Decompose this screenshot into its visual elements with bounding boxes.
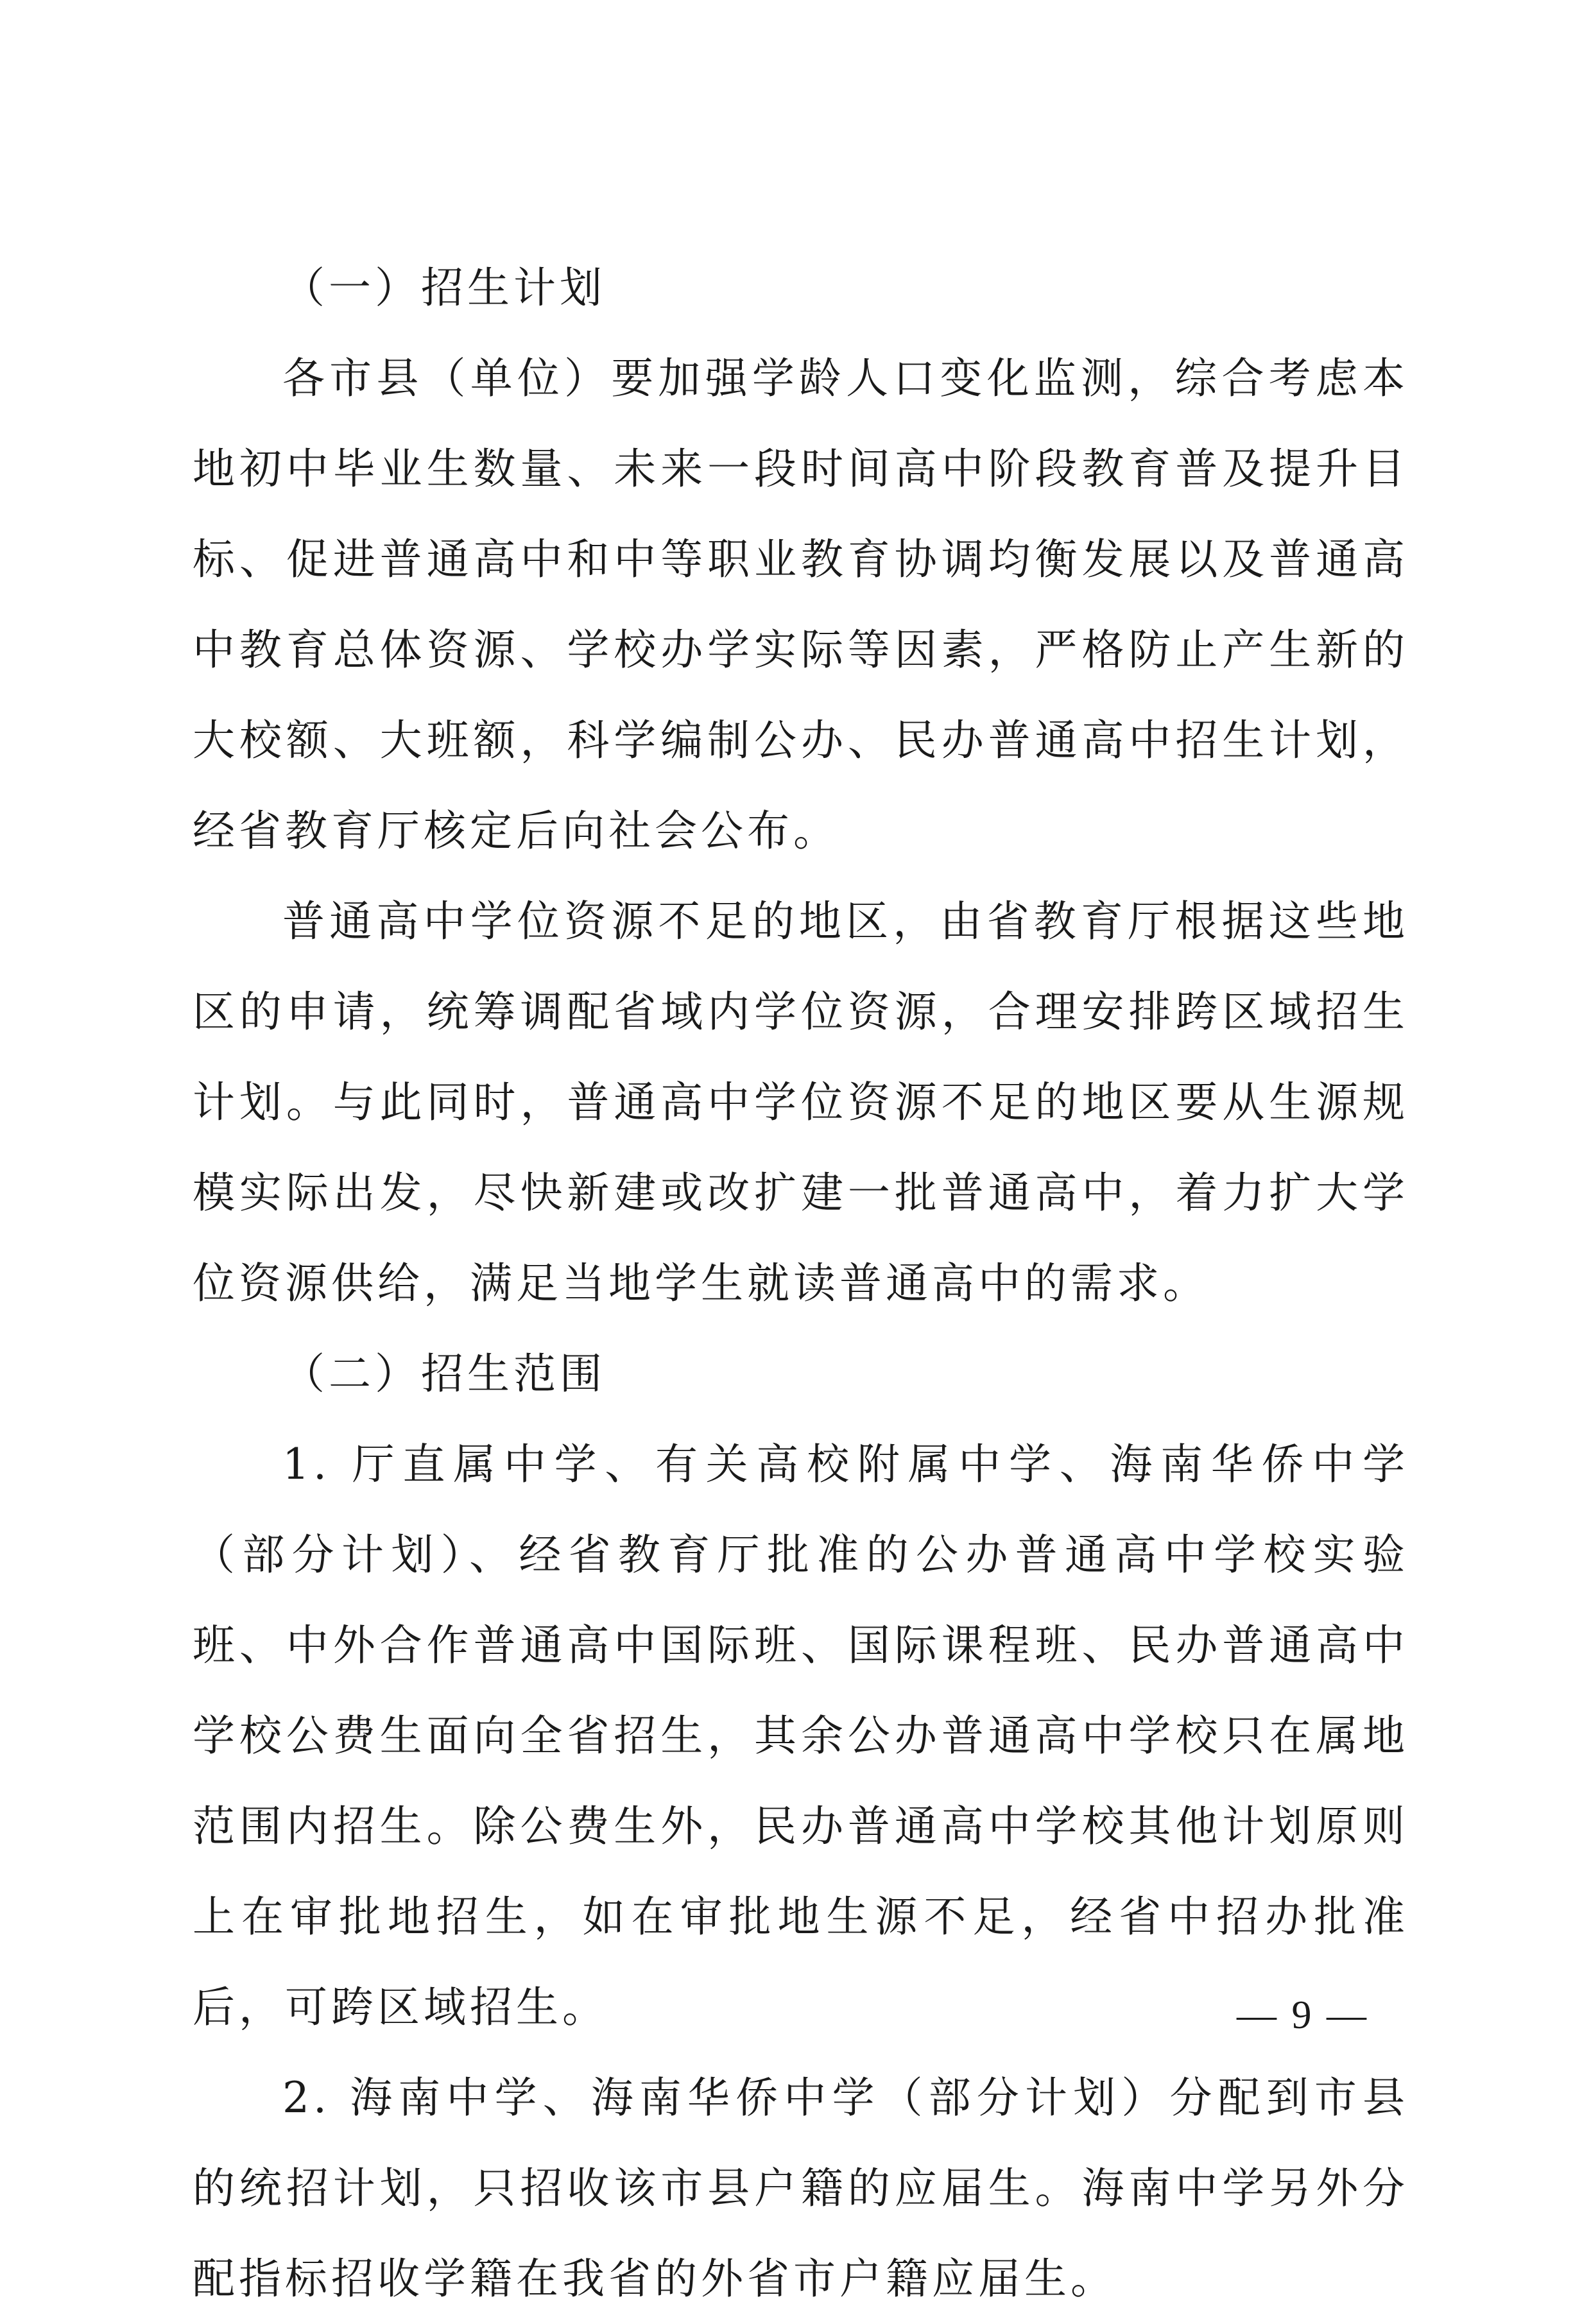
page-number: — 9 —: [1237, 1993, 1369, 2037]
paragraph-scope-2: 2. 海南中学、海南华侨中学（部分计划）分配到市县的统招计划，只招收该市县户籍的应届生。海南中学另外分配指标招收学籍在我省的外省市户籍应届生。: [193, 2073, 1409, 2303]
paragraph-plan-2: 普通高中学位资源不足的地区，由省教育厅根据这些地区的申请，统筹调配省域内学位资源，合理安排跨区域招生计划。与此同时，普通高中学位资源不足的地区要从生源规模实际出发，尽快新建或改扩建一批普通高中，着力扩大学位资源供给，满足当地学生就读普通高中的需求。: [193, 897, 1409, 1308]
paragraph-scope-1: 1. 厅直属中学、有关高校附属中学、海南华侨中学（部分计划）、经省教育厅批准的公办普通高中学校实验班、中外合作普通高中国际班、国际课程班、民办普通高中学校公费生面向全省招生，其余公办普通高中学校只在属地范围内招生。除公费生外，民办普通高中学校其他计划原则上在审批地招生，如在审批地生源不足，经省中招办批准后，可跨区域招生。: [193, 1440, 1409, 2032]
section-heading-plan: （一）招生计划: [282, 263, 606, 313]
section-heading-scope: （二）招生范围: [282, 1349, 606, 1399]
paragraph-plan-1: 各市县（单位）要加强学龄人口变化监测，综合考虑本地初中毕业生数量、未来一段时间高中阶段教育普及提升目标、促进普通高中和中等职业教育协调均衡发展以及普通高中教育总体资源、学校办学实际等因素，严格防止产生新的大校额、大班额，科学编制公办、民办普通高中招生计划，经省教育厅核定后向社会公布。: [193, 354, 1409, 856]
